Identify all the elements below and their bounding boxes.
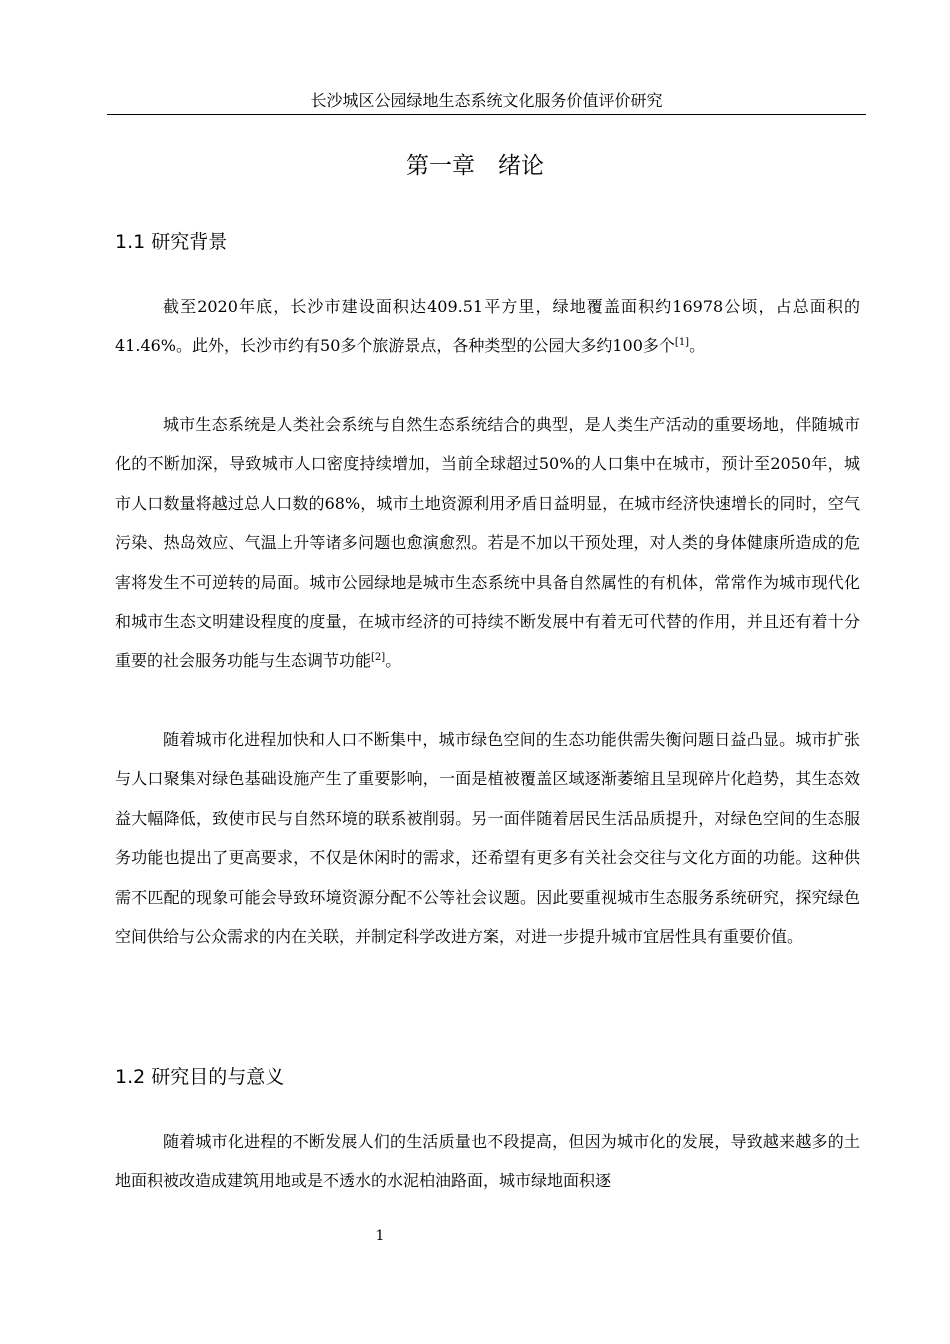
paragraph-end: 。 — [689, 336, 706, 356]
chapter-title: 第一章 绪论 — [406, 153, 544, 179]
paragraph-text: 城市生态系统是人类社会系统与自然生态系统结合的典型，是人类生产活动的重要场地，伴随城市化的不断加深，导致城市人口密度持续增加，当前全球超过50%的人口集中在城市，预计至2050年，城市人口数量将越过总人口数的68%，城市土地资源利用矛盾日益明显，在城市经济快速增长的同时，空气污染、热岛效应、气温上升等诸多问题也愈演愈烈。若是不加以干预处理，对人类的身体健康所造成的危害将发生不可逆转的局面。城市公园绿地是城市生态系统中具备自然属性的有机体，常常作为城市现代化和城市生态文明建设程度的度量，在城市经济的可持续不断发展中有着无可代替的作用，并且还有着十分重要的社会服务功能与生态调节功能 — [115, 415, 860, 671]
paragraph — [115, 405, 860, 681]
paragraph — [115, 720, 860, 956]
section-heading-1-1: 1.1 研究背景 — [115, 231, 228, 253]
page-number: 1 — [375, 1228, 385, 1244]
paragraph-text: 随着城市化进程加快和人口不断集中，城市绿色空间的生态功能供需失衡问题日益凸显。城市扩张与人口聚集对绿色基础设施产生了重要影响，一面是植被覆盖区域逐渐萎缩且呈现碎片化趋势，其生态效益大幅降低，致使市民与自然环境的联系被削弱。另一面伴随着居民生活品质提升，对绿色空间的生态服务功能也提出了更高要求，不仅是休闲时的需求，还希望有更多有关社会交往与文化方面的功能。这种供需不匹配的现象可能会导致环境资源分配不公等社会议题。因此要重视城市生态服务系统研究，探究绿色空间供给与公众需求的内在关联，并制定科学改进方案，对进一步提升城市宜居性具有重要价值。 — [115, 730, 860, 947]
paragraph — [115, 287, 860, 366]
paragraph — [115, 1122, 860, 1201]
paragraph-text: 截至2020年底，长沙市建设面积达409.51平方里，绿地覆盖面积约16978公顷，占总面积的41.46%。此外，长沙市约有50多个旅游景点，各种类型的公园大多约100多个 — [115, 297, 860, 356]
running-header: 长沙城区公园绿地生态系统文化服务价值评价研究 — [107, 90, 866, 115]
paragraph-text: 随着城市化进程的不断发展人们的生活质量也不段提高，但因为城市化的发展，导致越来越多的土地面积被改造成建筑用地或是不透水的水泥柏油路面，城市绿地面积逐 — [115, 1132, 860, 1191]
citation: [1] — [674, 337, 690, 349]
citation: [2] — [371, 652, 386, 664]
paragraph-end: 。 — [385, 651, 402, 671]
section-heading-1-2: 1.2 研究目的与意义 — [115, 1066, 285, 1088]
